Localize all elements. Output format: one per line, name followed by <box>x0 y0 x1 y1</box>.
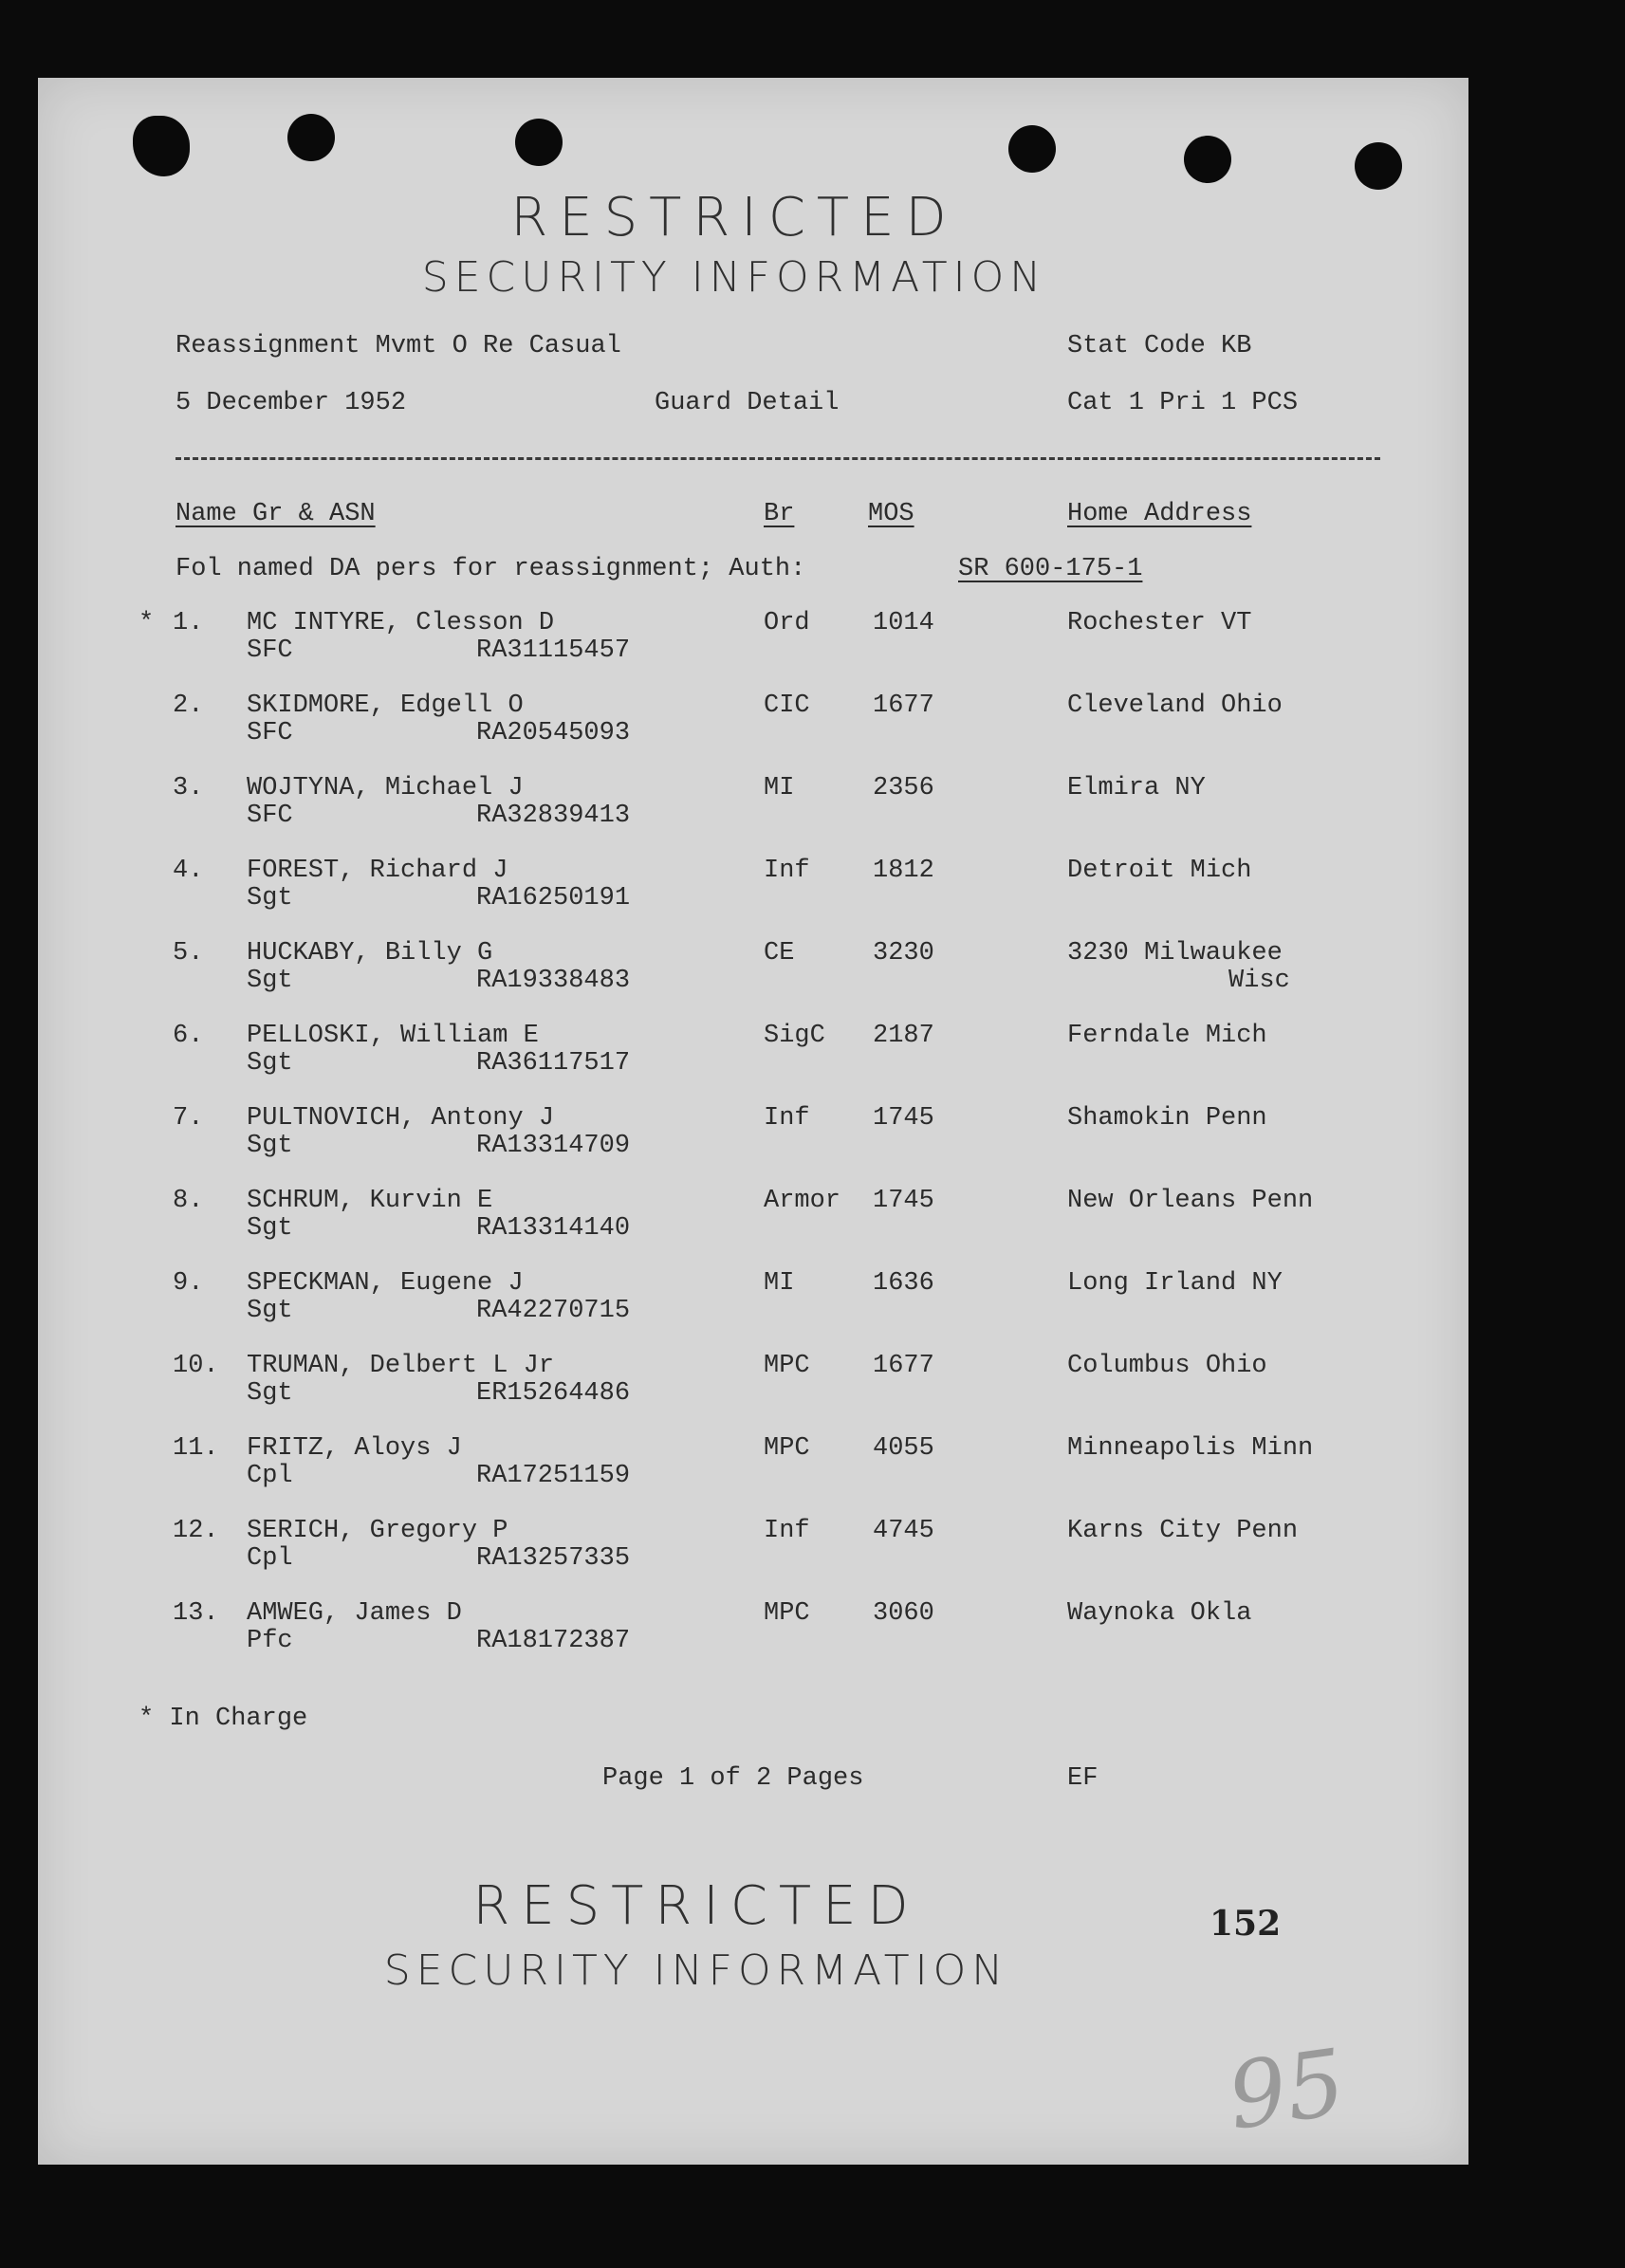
person-name: PULTNOVICH, Antony J <box>247 1104 555 1133</box>
person-asn: RA17251159 <box>476 1462 631 1490</box>
row-number: 1. <box>173 609 204 637</box>
person-grade: Pfc <box>247 1627 293 1655</box>
person-branch: SigC <box>764 1022 825 1050</box>
person-address: Long Irland NY <box>1067 1269 1283 1298</box>
row-number: 3. <box>173 774 204 802</box>
person-mos: 1677 <box>873 691 934 720</box>
person-branch: MI <box>764 1269 795 1298</box>
category-line: Cat 1 Pri 1 PCS <box>1067 389 1299 417</box>
handwritten-number: 95 <box>1221 2029 1352 2150</box>
document-page <box>38 78 1468 2165</box>
punch-hole <box>1184 136 1231 183</box>
person-name: PELLOSKI, William E <box>247 1022 539 1050</box>
person-address: Detroit Mich <box>1067 857 1252 885</box>
person-grade: SFC <box>247 636 293 665</box>
row-number: 5. <box>173 939 204 968</box>
person-name: SCHRUM, Kurvin E <box>247 1187 493 1215</box>
person-asn: ER15264486 <box>476 1379 631 1408</box>
person-name: FRITZ, Aloys J <box>247 1434 462 1463</box>
person-address: Columbus Ohio <box>1067 1352 1267 1380</box>
punch-hole <box>287 114 335 161</box>
person-asn: RA36117517 <box>476 1049 631 1078</box>
punch-hole <box>515 119 563 166</box>
person-name: WOJTYNA, Michael J <box>247 774 524 802</box>
in-charge-note: * In Charge <box>138 1705 308 1733</box>
person-name: SKIDMORE, Edgell O <box>247 691 524 720</box>
row-number: 8. <box>173 1187 204 1215</box>
person-branch: MI <box>764 774 795 802</box>
person-grade: Sgt <box>247 1049 293 1078</box>
restricted-stamp-bottom: RESTRICTED <box>472 1875 920 1937</box>
person-mos: 1636 <box>873 1269 934 1298</box>
row-number: 13. <box>173 1599 219 1628</box>
person-asn: RA13314140 <box>476 1214 631 1243</box>
person-name: TRUMAN, Delbert L Jr <box>247 1352 555 1380</box>
person-branch: Ord <box>764 609 810 637</box>
row-number: 12. <box>173 1517 219 1545</box>
person-grade: Sgt <box>247 1214 293 1243</box>
row-number: 11. <box>173 1434 219 1463</box>
person-asn: RA32839413 <box>476 802 631 830</box>
punch-hole <box>1355 142 1402 190</box>
column-header-name: Name Gr & ASN <box>175 500 376 528</box>
person-grade: Sgt <box>247 1379 293 1408</box>
column-header-branch: Br <box>764 500 795 528</box>
person-name: SPECKMAN, Eugene J <box>247 1269 524 1298</box>
person-branch: CE <box>764 939 795 968</box>
row-number: 10. <box>173 1352 219 1380</box>
restricted-stamp-top: RESTRICTED <box>510 187 958 249</box>
person-address: Ferndale Mich <box>1067 1022 1267 1050</box>
person-address-continued: Wisc <box>1228 967 1290 995</box>
dashed-divider <box>175 457 1380 460</box>
person-branch: MPC <box>764 1352 810 1380</box>
person-address: Elmira NY <box>1067 774 1206 802</box>
punch-hole <box>1008 125 1056 173</box>
person-address: Waynoka Okla <box>1067 1599 1252 1628</box>
person-asn: RA13257335 <box>476 1544 631 1573</box>
person-address: New Orleans Penn <box>1067 1187 1314 1215</box>
security-stamp-bottom: SECURITY INFORMATION <box>383 1946 1009 1995</box>
page-count: Page 1 of 2 Pages <box>602 1764 864 1793</box>
person-asn: RA20545093 <box>476 719 631 747</box>
person-mos: 1014 <box>873 609 934 637</box>
person-branch: Armor <box>764 1187 841 1215</box>
person-address: Minneapolis Minn <box>1067 1434 1314 1463</box>
person-mos: 1812 <box>873 857 934 885</box>
person-mos: 1745 <box>873 1187 934 1215</box>
person-grade: Sgt <box>247 1132 293 1160</box>
person-grade: SFC <box>247 802 293 830</box>
row-number: 2. <box>173 691 204 720</box>
person-name: HUCKABY, Billy G <box>247 939 493 968</box>
security-stamp-top: SECURITY INFORMATION <box>421 253 1047 302</box>
subject-line: Reassignment Mvmt O Re Casual <box>175 332 621 360</box>
person-asn: RA13314709 <box>476 1132 631 1160</box>
person-grade: Sgt <box>247 884 293 913</box>
document-date: 5 December 1952 <box>175 389 407 417</box>
row-number: 6. <box>173 1022 204 1050</box>
person-grade: Cpl <box>247 1462 293 1490</box>
person-mos: 2187 <box>873 1022 934 1050</box>
person-branch: MPC <box>764 1599 810 1628</box>
person-mos: 2356 <box>873 774 934 802</box>
person-name: AMWEG, James D <box>247 1599 462 1628</box>
person-grade: SFC <box>247 719 293 747</box>
punch-hole <box>133 116 190 176</box>
person-address: Shamokin Penn <box>1067 1104 1267 1133</box>
person-grade: Cpl <box>247 1544 293 1573</box>
person-asn: RA19338483 <box>476 967 631 995</box>
person-address: Cleveland Ohio <box>1067 691 1283 720</box>
person-mos: 4745 <box>873 1517 934 1545</box>
person-mos: 3230 <box>873 939 934 968</box>
person-asn: RA42270715 <box>476 1297 631 1325</box>
stat-code: Stat Code KB <box>1067 332 1252 360</box>
person-mos: 1745 <box>873 1104 934 1133</box>
page-number: 152 <box>1210 1904 1282 1944</box>
person-asn: RA16250191 <box>476 884 631 913</box>
person-mos: 4055 <box>873 1434 934 1463</box>
person-asn: RA18172387 <box>476 1627 631 1655</box>
detail-label: Guard Detail <box>655 389 840 417</box>
person-asn: RA31115457 <box>476 636 631 665</box>
person-address: Karns City Penn <box>1067 1517 1299 1545</box>
person-mos: 1677 <box>873 1352 934 1380</box>
person-branch: Inf <box>764 1104 810 1133</box>
row-marker: * <box>138 609 155 637</box>
person-grade: Sgt <box>247 1297 293 1325</box>
person-mos: 3060 <box>873 1599 934 1628</box>
person-name: SERICH, Gregory P <box>247 1517 508 1545</box>
authority-reference: SR 600-175-1 <box>958 555 1143 583</box>
person-branch: Inf <box>764 1517 810 1545</box>
person-branch: Inf <box>764 857 810 885</box>
person-address: Rochester VT <box>1067 609 1252 637</box>
intro-text: Fol named DA pers for reassignment; Auth: <box>175 555 806 583</box>
column-header-address: Home Address <box>1067 500 1252 528</box>
person-name: MC INTYRE, Clesson D <box>247 609 555 637</box>
column-header-mos: MOS <box>868 500 914 528</box>
row-number: 4. <box>173 857 204 885</box>
typist-initials: EF <box>1067 1764 1099 1793</box>
person-branch: MPC <box>764 1434 810 1463</box>
person-branch: CIC <box>764 691 810 720</box>
row-number: 7. <box>173 1104 204 1133</box>
person-address: 3230 Milwaukee <box>1067 939 1283 968</box>
person-name: FOREST, Richard J <box>247 857 508 885</box>
row-number: 9. <box>173 1269 204 1298</box>
person-grade: Sgt <box>247 967 293 995</box>
